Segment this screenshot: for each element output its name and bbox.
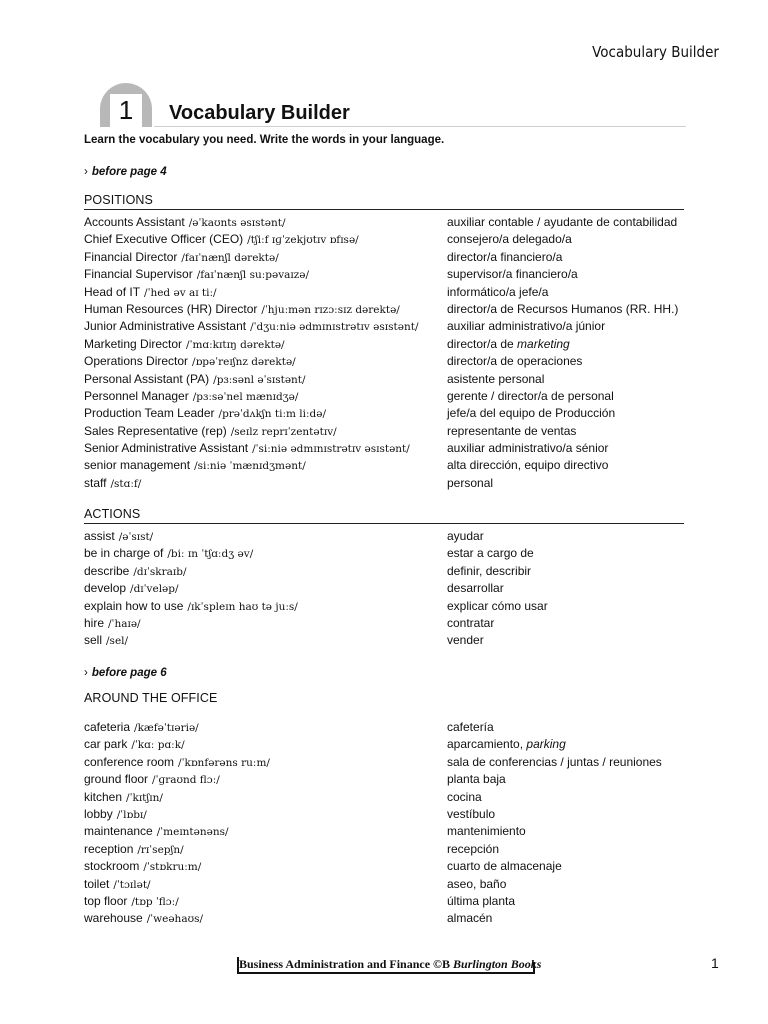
english-term [84,388,298,406]
english-term [84,580,179,598]
translation: cuarto de almacenaje [447,859,562,874]
term-word: staff [84,475,107,490]
translation: alta dirección, equipo directivo [447,458,609,473]
term-word: toilet [84,876,110,891]
running-header: Vocabulary Builder [592,43,719,61]
term-word: Sales Representative (rep) [84,423,227,438]
vocab-entry [84,475,684,492]
translation: cafetería [447,720,494,734]
pronunciation: /ˈkɑː pɑːk/ [131,739,185,752]
term-word: maintenance [84,824,153,839]
pronunciation: /tʃiːf ɪɡˈzekjʊtɪv ɒfɪsə/ [247,234,359,247]
pronunciation: /ˈɡraʊnd flɔː/ [152,774,220,787]
translation: definir, describir [447,563,532,578]
term-word: Personnel Manager [84,388,189,403]
pronunciation: /ˈkɪtʃɪn/ [126,791,163,804]
translation: director/a de operaciones [447,354,583,369]
english-term [84,528,153,546]
vocab-entry [84,632,684,649]
pronunciation: /sel/ [106,635,129,648]
vocab-entry [84,893,684,910]
publisher-name: Burlington Books [453,957,542,971]
translation: aseo, baño [447,876,507,891]
pronunciation: /dɪˈveləp/ [130,583,179,596]
page-number: 1 [711,955,719,971]
pronunciation: /ɒpəˈreɪʃnz dərektə/ [192,356,296,369]
english-term [84,771,220,789]
vocab-entry [84,528,684,545]
translation: director/a de marketing [447,336,570,351]
pronunciation: /stɑːf/ [110,477,142,490]
english-term [84,423,337,441]
vocab-entry [84,563,684,580]
english-term [84,318,418,336]
english-term [84,789,163,807]
term-word: Production Team Leader [84,406,215,421]
translation: jefe/a del equipo de Producción [447,406,616,421]
english-term [84,475,141,493]
unit-heading [96,80,686,130]
translation: cocina [447,789,482,804]
section-marker-page6: › before page 6 [84,667,167,679]
vocab-entry [84,457,684,474]
vocab-entry [84,353,684,370]
term-word: develop [84,581,127,596]
instructions: Learn the vocabulary you need. Write the words in your language. [84,134,445,146]
vocab-entry [84,301,684,318]
translation: vestíbulo [447,806,496,821]
english-term [84,910,203,928]
term-word: Marketing Director [84,336,183,351]
translation: desarrollar [447,581,504,596]
vocab-entry [84,910,684,927]
term-word: senior management [84,458,191,473]
term-word: Operations Director [84,354,189,369]
pronunciation: /dɪˈskraɪb/ [133,565,187,578]
term-word: stockroom [84,859,140,874]
vocab-entry [84,876,684,893]
english-term [84,823,229,841]
translation: auxiliar administrativo/a júnior [447,319,606,334]
vocab-entry [84,371,684,388]
english-term [84,336,285,354]
vocab-entry [84,719,684,736]
term-word: Financial Supervisor [84,267,193,282]
vocab-entry [84,771,684,788]
translation: planta baja [447,772,506,787]
section-title: POSITIONS [84,193,153,207]
english-term [84,858,201,876]
term-word: ground floor [84,772,149,787]
term-word: kitchen [84,789,123,804]
translation: consejero/a delegado/a [447,232,572,247]
unit-title: Vocabulary Builder [169,102,350,124]
term-word: Human Resources (HR) Director [84,301,258,316]
pronunciation: /ɪkˈspleɪn haʊ tə juːs/ [187,600,298,613]
term-word: reception [84,841,134,856]
translation: recepción [447,841,500,856]
section-marker-page4: › before page 4 [84,166,167,178]
pronunciation: /ˈdʒuːniə ədmɪnɪstrətɪv əsɪstənt/ [250,321,419,334]
pronunciation: /faɪˈnænʃl suːpəvaɪzə/ [196,269,310,282]
vocab-entry [84,214,684,231]
vocab-entry [84,231,684,248]
english-term [84,563,187,581]
translation: gerente / director/a de personal [447,388,614,403]
translation: personal [447,475,494,490]
pronunciation: /ˈhjuːmən rɪzɔːsɪz dərektə/ [261,303,400,316]
term-word: warehouse [84,911,143,926]
office-list [84,719,684,928]
translation: representante de ventas [447,423,577,438]
english-term [84,266,309,284]
english-term [84,371,306,389]
pronunciation: /pɜːsənl əˈsɪstənt/ [213,373,306,386]
vocab-entry [84,858,684,875]
pronunciation: /ˈweəhaʊs/ [146,913,204,926]
vocab-entry [84,736,684,753]
english-term [84,457,306,475]
pronunciation: /əˈkaʊnts əsɪstənt/ [188,217,286,229]
pronunciation: /siːniə ˈmænɪdʒmənt/ [194,460,306,473]
english-term [84,719,199,737]
translation: vender [447,633,484,648]
vocab-entry [84,823,684,840]
english-term [84,249,279,267]
term-word: Junior Administrative Assistant [84,319,247,334]
english-term [84,545,253,563]
translation: estar a cargo de [447,546,534,561]
chevron-right-icon: › [84,667,88,679]
vocab-entry [84,440,684,457]
pronunciation: /ˈmɑːkɪtɪŋ dərektə/ [186,338,285,351]
pronunciation: /ˈhed əv aɪ tiː/ [144,286,217,299]
chevron-right-icon: › [84,166,88,178]
translation: asistente personal [447,371,545,386]
translation: director/a financiero/a [447,249,563,264]
footer-credit: Business Administration and Finance ©B Burlington Books [237,957,533,974]
english-term [84,353,296,371]
pronunciation: /kæfəˈtɪəriə/ [134,722,199,734]
translation: auxiliar administrativo/a sénior [447,441,609,456]
section-divider [84,523,684,524]
vocab-entry [84,580,684,597]
english-term [84,405,326,423]
pronunciation: /ˈsiːniə ədmɪnɪstrətɪv əsɪstənt/ [252,443,410,456]
pronunciation: /rɪˈsepʃn/ [137,843,184,856]
english-term [84,893,179,911]
translation: última planta [447,893,516,908]
vocab-entry [84,249,684,266]
vocab-entry [84,806,684,823]
pronunciation: /prəˈdʌkʃn tiːm liːdə/ [218,408,327,421]
pronunciation: /əˈsɪst/ [118,531,154,543]
term-word: lobby [84,806,113,821]
vocab-entry [84,318,684,335]
term-word: sell [84,633,103,648]
english-term [84,841,184,859]
vocab-entry [84,545,684,562]
vocab-entry [84,754,684,771]
vocab-entry [84,615,684,632]
term-word: cafeteria [84,720,131,734]
pronunciation: /faɪˈnænʃl dərektə/ [181,251,279,264]
unit-number: 1 [118,95,134,125]
translation: mantenimiento [447,824,526,839]
english-term [84,301,400,319]
section-divider [84,209,684,210]
pronunciation: /biː ɪn ˈtʃɑːdʒ əv/ [167,548,254,561]
english-term [84,754,270,772]
english-term [84,231,359,249]
vocab-entry [84,284,684,301]
term-word: Chief Executive Officer (CEO) [84,232,244,247]
translation: explicar cómo usar [447,598,548,613]
pronunciation: /ˈkɒnfərəns ruːm/ [178,756,270,769]
translation: ayudar [447,529,484,543]
pronunciation: /ˈstɒkruːm/ [143,861,202,874]
vocab-entry [84,405,684,422]
translation: supervisor/a financiero/a [447,267,578,282]
term-word: top floor [84,893,128,908]
term-word: Head of IT [84,284,141,299]
pronunciation: /tɒp ˈflɔː/ [131,895,179,908]
english-term [84,615,141,633]
term-word: describe [84,563,130,578]
pronunciation: /ˈlɒbɪ/ [116,808,147,821]
term-word: Senior Administrative Assistant [84,441,249,456]
term-word: be in charge of [84,546,164,561]
vocab-entry [84,388,684,405]
pronunciation: /ˈtɔɪlət/ [113,878,151,891]
term-word: Financial Director [84,249,178,264]
term-word: car park [84,737,128,752]
english-term [84,598,298,616]
pronunciation: /pɜːsəˈnel mænɪdʒə/ [192,390,299,403]
office-section [84,690,684,928]
translation: director/a de Recursos Humanos (RR. HH.) [447,301,679,316]
pronunciation: /seɪlz reprɪˈzentətɪv/ [230,425,337,438]
unit-badge [100,83,152,127]
term-word: Accounts Assistant [84,215,185,229]
english-term [84,632,128,650]
pronunciation: /ˈhaɪə/ [108,617,141,630]
translation: informático/a jefe/a [447,284,549,299]
term-word: hire [84,615,105,630]
english-term [84,440,410,458]
positions-section [84,192,684,492]
term-word: explain how to use [84,598,184,613]
section-title: AROUND THE OFFICE [84,691,218,705]
vocab-entry [84,841,684,858]
vocab-entry [84,423,684,440]
vocab-entry [84,336,684,353]
translation: aparcamiento, parking [447,737,566,752]
translation: sala de conferencias / juntas / reuniones [447,754,662,769]
english-term [84,214,286,232]
english-term [84,876,151,894]
term-word: conference room [84,754,175,769]
english-term [84,806,147,824]
positions-list [84,214,684,492]
term-word: assist [84,529,115,543]
vocab-entry [84,789,684,806]
section-title: ACTIONS [84,507,141,521]
publisher-logo: B [442,957,451,971]
english-term [84,284,217,302]
term-word: Personal Assistant (PA) [84,371,210,386]
vocab-entry [84,598,684,615]
actions-section [84,506,684,650]
translation: almacén [447,911,493,926]
pronunciation: /ˈmeɪntənəns/ [156,826,229,839]
translation: auxiliar contable / ayudante de contabilidad [447,215,678,229]
vocab-entry [84,266,684,283]
heading-divider [154,126,686,127]
translation: contratar [447,615,495,630]
actions-list [84,528,684,650]
english-term [84,736,185,754]
